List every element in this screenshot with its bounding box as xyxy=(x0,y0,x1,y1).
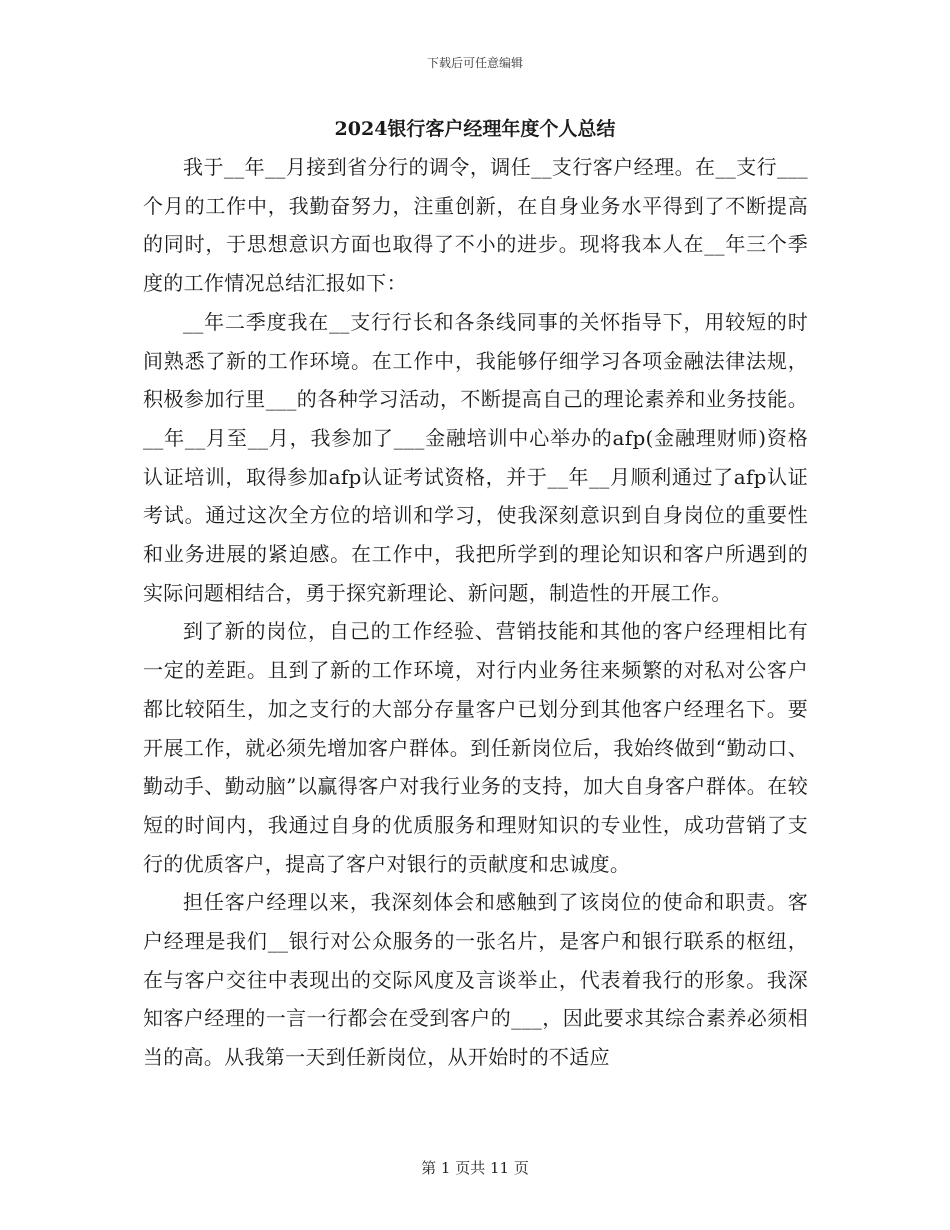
document-title: 2024银行客户经理年度个人总结 xyxy=(334,118,616,140)
header-note: 下载后可任意编辑 xyxy=(426,56,523,70)
paragraph-4: 担任客户经理以来，我深刻体会和感触到了该岗位的使命和职责。客户经理是我们__银行对公众服务的一张名片，是客户和银行联系的枢纽，在与客户交往中表现出的交际风度及言谈举止，代表着我行的形象。我深知客户经理的一言一行都会在受到客户的___，因此要求其综合素养必须相当的高。从我第一天到任新岗位，从开始时的不适应 xyxy=(143,890,808,1070)
page-footer: 第 1 页共 11 页 xyxy=(421,1159,529,1177)
document-body xyxy=(143,148,808,1077)
paragraph-2: __年二季度我在__支行行长和各条线同事的关怀指导下，用较短的时间熟悉了新的工作环境。在工作中，我能够仔细学习各项金融法律法规，积极参加行里___的各种学习活动，不断提高自己的理论素养和业务技能。__年__月至__月，我参加了___金融培训中心举办的afp(金融理财师)资格认证培训，取得参加afp认证考试资格，并于__年__月顺利通过了afp认证考试。通过这次全方位的培训和学习，使我深刻意识到自身岗位的重要性和业务进展的紧迫感。在工作中，我把所学到的理论知识和客户所遇到的实际问题相结合，勇于探究新理论、新问题，制造性的开展工作。 xyxy=(143,309,808,605)
paragraph-1: 我于__年__月接到省分行的调令，调任__支行客户经理。在__支行___个月的工作中，我勤奋努力，注重创新，在自身业务水平得到了不断提高的同时，于思想意识方面也取得了不小的进步。现将我本人在__年三个季度的工作情况总结汇报如下： xyxy=(143,155,808,296)
paragraph-3: 到了新的岗位，自己的工作经验、营销技能和其他的客户经理相比有一定的差距。且到了新的工作环境，对行内业务往来频繁的对私对公客户都比较陌生，加之支行的大部分存量客户已划分到其他客户经理名下。要开展工作，就必须先增加客户群体。到任新岗位后，我始终做到“勤动口、勤动手、勤动脑”以赢得客户对我行业务的支持，加大自身客户群体。在较短的时间内，我通过自身的优质服务和理财知识的专业性，成功营销了支行的优质客户，提高了客户对银行的贡献度和忠诚度。 xyxy=(143,619,808,876)
